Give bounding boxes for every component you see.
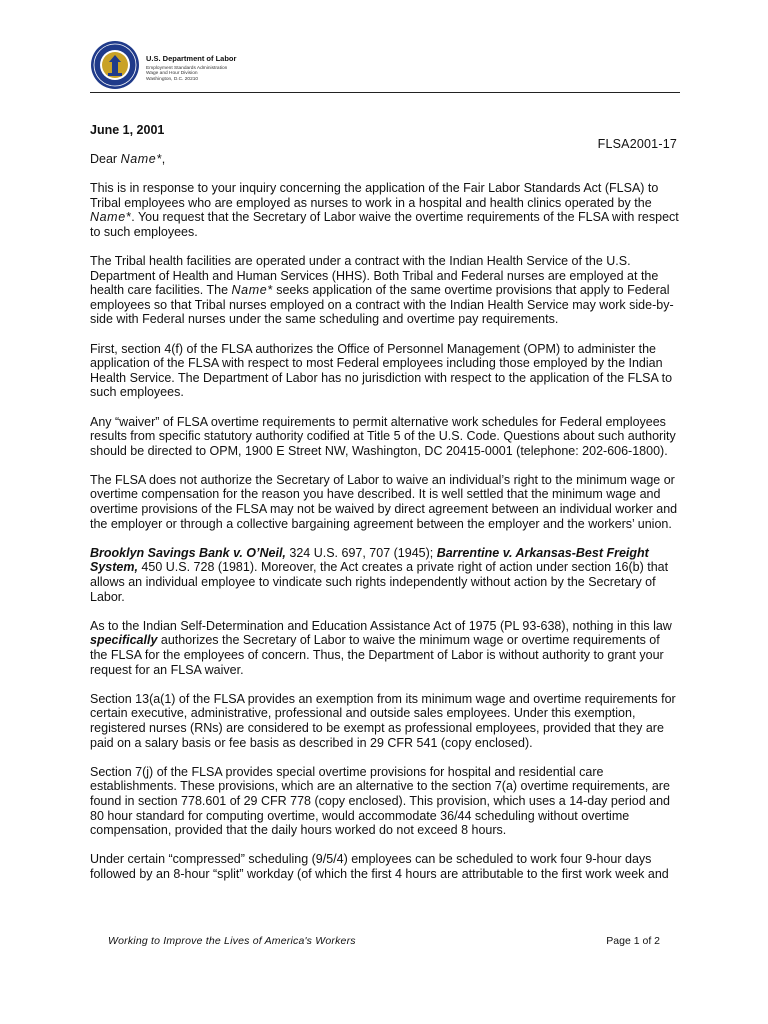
text-run: authorizes the Secretary of Labor to waive the minimum wage or overtime requirements of the FLSA for the employees of concern. Thus, the Department of Labor is without authority to grant your request for an FLSA waiver. <box>90 633 664 677</box>
letterhead-divider <box>90 92 680 93</box>
paragraph: The FLSA does not authorize the Secretary of Labor to waive an individual’s right to the minimum wage or overtime compensation for the reason you have described. It is well settled that the minimum wage and overtime provisions of the FLSA may not be waived by direct agreement between an individual worker and the employer or through a collective bargaining agreement between the employer and the workers’ union. <box>90 472 678 531</box>
emphasis: specifically <box>90 633 158 648</box>
page-number: Page 1 of 2 <box>606 935 660 947</box>
paragraph: Under certain “compressed” scheduling (9/5/4) employees can be scheduled to work four 9-hour days followed by an 8-hour “split” workday (of which the first 4 hours are attributable to the first work week and <box>90 852 669 881</box>
paragraph: First, section 4(f) of the FLSA authorizes the Office of Personnel Management (OPM) to administer the application of the FLSA with respect to most Federal employees including those employed by the Indian Health Service. The Department of Labor has no jurisdiction with respect to the application of the FLSA to such employees. <box>90 341 673 400</box>
text-run: . You request that the Secretary of Labor waive the overtime requirements of the FLSA with respect to such employees. <box>90 210 679 239</box>
redacted-name: Name* <box>90 210 132 225</box>
paragraph: Section 13(a(1) of the FLSA provides an exemption from its minimum wage and overtime requirements for certain executive, administrative, professional and outside sales employees. Under this exemption, registered nurses (RNs) are considered to be exempt as professional employees, provided that they are paid on a salary basis or fee basis as described in 29 CFR 541 (copy enclosed). <box>90 691 676 750</box>
text-run: 324 U.S. 697, 707 (1945); <box>285 545 437 560</box>
text-run: seeks application of the same overtime provisions that apply to Federal employees so that Tribal nurses employed on a contract with the Indian Health Service may work side-by-side with Federal nurses under the same scheduling and overtime pay requirements. <box>90 283 674 327</box>
organization-subline: Wage and Hour Division <box>146 71 198 77</box>
text-run: The Tribal health facilities are operated under a contract with the Indian Health Service of the U.S. Department of Health and Human Services (HHS). Both Tribal and Federal nurses are employed at the health care facilities. The <box>90 253 659 298</box>
paragraph <box>90 546 680 604</box>
paragraph: Any “waiver” of FLSA overtime requirements to permit alternative work schedules for Federal employees results from specific statutory authority codified at Title 5 of the U.S. Code. Questions about such authority should be directed to OPM, 1900 E Street NW, Washington, DC 20415-0001 (telephone: 202-606-1800). <box>90 414 676 458</box>
reference-number: FLSA2001-17 <box>597 137 677 151</box>
letter-date: June 1, 2001 <box>90 123 165 137</box>
paragraph: Section 7(j) of the FLSA provides special overtime provisions for hospital and residential care establishments. These provisions, which are an alternative to the section 7(a) overtime requirements, are found in section 778.601 of 29 CFR 778 (copy enclosed). This provision, which uses a 14-day period and 80 hour standard for computing overtime, would accommodate 36/44 scheduling without overtime compensation, provided that the daily hours worked do not exceed 8 hours. <box>90 764 670 838</box>
redacted-name: Name* <box>120 152 162 166</box>
paragraph <box>90 254 680 327</box>
salutation <box>90 152 165 166</box>
organization-subline: Washington, D.C. 20210 <box>146 77 199 83</box>
paragraph <box>90 619 680 677</box>
organization-block <box>146 55 236 83</box>
paragraph <box>90 181 680 239</box>
organization-name: U.S. Department of Labor <box>146 54 237 63</box>
department-seal-icon <box>90 40 140 90</box>
text-run: 450 U.S. 728 (1981). Moreover, the Act creates a private right of action under section 16(b) that allows an individual employee to vindicate such rights independently without action by the Secretary of Labor. <box>90 560 669 604</box>
case-citation: Barrentine v. Arkansas-Best Freight System, <box>90 545 649 575</box>
letter-body <box>90 181 680 896</box>
salutation-suffix: , <box>161 152 166 166</box>
letterhead <box>90 40 680 92</box>
case-citation: Brooklyn Savings Bank v. O’Neil, <box>90 545 286 560</box>
redacted-name: Name* <box>231 283 273 298</box>
footer-slogan: Working to Improve the Lives of America's Workers <box>108 935 356 947</box>
salutation-prefix: Dear <box>90 152 121 166</box>
organization-subline: Employment Standards Administration <box>146 65 228 71</box>
text-run: As to the Indian Self-Determination and Education Assistance Act of 1975 (PL 93-638), nothing in this law <box>90 618 672 633</box>
text-run: This is in response to your inquiry concerning the application of the Fair Labor Standards Act (FLSA) to Tribal employees who are employed as nurses to work in a hospital and health clinics operated by the <box>90 181 659 210</box>
